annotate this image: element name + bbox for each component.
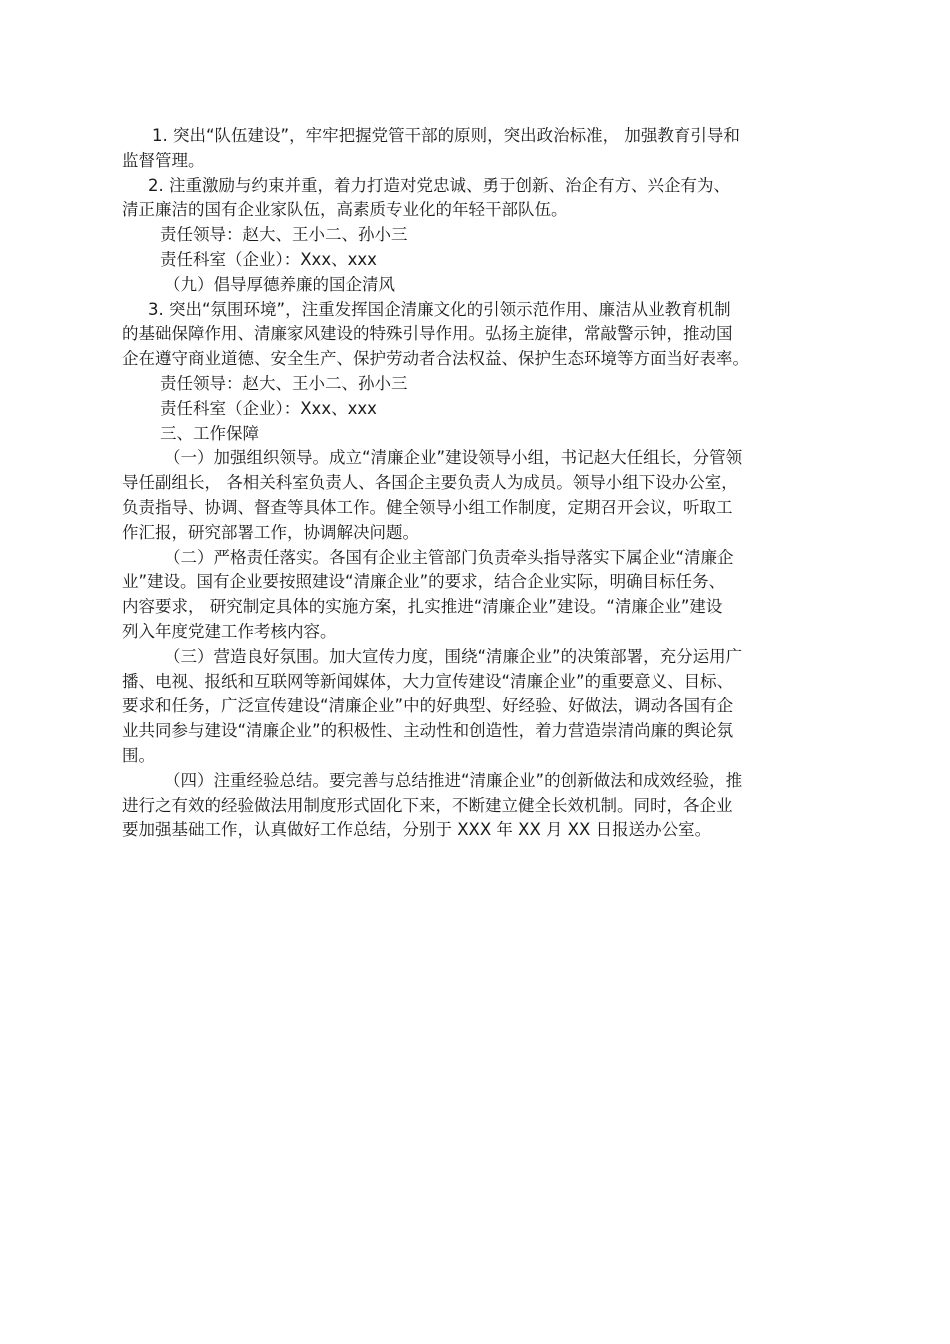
text-line: 2. 注重激励与约束并重，着力打造对党忠诚、勇于创新、治企有方、兴企有为、 — [148, 175, 730, 195]
text-line: 要加强基础工作，认真做好工作总结，分别于 XXX 年 XX 月 XX 日报送办公室。 — [122, 820, 712, 840]
text-line: 业”建设。国有企业要按照建设“清廉企业”的要求，结合企业实际，明确目标任务、 — [122, 572, 726, 592]
text-line: 清正廉洁的国有企业家队伍，高素质专业化的年轻干部队伍。 — [122, 200, 568, 220]
text-line: 要求和任务，广泛宣传建设“清廉企业”中的好典型、好经验、好做法，调动各国有企 — [122, 696, 734, 716]
text-line: （三）营造良好氛围。加大宣传力度，围绕“清廉企业”的决策部署，充分运用广 — [164, 646, 743, 666]
text-line: 责任领导：赵大、王小二、孙小三 — [160, 373, 408, 393]
text-line: 责任科室（企业）：Xxx、xxx — [160, 398, 377, 418]
text-line: 责任科室（企业）：Xxx、xxx — [160, 249, 377, 269]
text-line: 进行之有效的经验做法用制度形式固化下来，不断建立健全长效机制。同时，各企业 — [122, 795, 733, 815]
text-line: 三、工作保障 — [160, 423, 259, 443]
text-line: 播、电视、报纸和互联网等新闻媒体，大力宣传建设“清廉企业”的重要意义、目标、 — [122, 671, 734, 691]
text-line: （四）注重经验总结。要完善与总结推进“清廉企业”的创新做法和成效经验，推 — [164, 770, 743, 790]
text-line: 企在遵守商业道德、安全生产、保护劳动者合法权益、保护生态环境等方面当好表率。 — [122, 349, 749, 369]
text-line: 内容要求， 研究制定具体的实施方案，扎实推进“清廉企业”建设。“清廉企业”建设 — [122, 597, 723, 617]
text-line: （二）严格责任落实。各国有企业主管部门负责牵头指导落实下属企业“清廉企 — [164, 547, 734, 567]
text-line: （一）加强组织领导。成立“清廉企业”建设领导小组，书记赵大任组长，分管领 — [164, 448, 743, 468]
text-line: 围。 — [122, 745, 155, 765]
document-body — [122, 124, 838, 843]
text-line: 作汇报，研究部署工作，协调解决问题。 — [122, 522, 419, 542]
text-line: 监督管理。 — [122, 150, 205, 170]
text-line: 业共同参与建设“清廉企业”的积极性、主动性和创造性，着力营造崇清尚廉的舆论氛 — [122, 721, 734, 741]
text-line: 1. 突出“队伍建设”，牢牢把握党管干部的原则，突出政治标准， 加强教育引导和 — [152, 126, 740, 145]
text-line: 列入年度党建工作考核内容。 — [122, 621, 337, 641]
text-line: 责任领导：赵大、王小二、孙小三 — [160, 225, 408, 245]
text-line: 3. 突出“氛围环境”，注重发挥国企清廉文化的引领示范作用、廉洁从业教育机制 — [148, 299, 731, 319]
text-line: 导任副组长， 各相关科室负责人、各国企主要负责人为成员。领导小组下设办公室， — [122, 473, 738, 493]
text-line: （九）倡导厚德养廉的国企清风 — [164, 274, 395, 294]
text-line: 的基础保障作用、清廉家风建设的特殊引导作用。弘扬主旋律，常敲警示钟，推动国 — [122, 324, 733, 344]
text-line: 负责指导、协调、督查等具体工作。健全领导小组工作制度，定期召开会议，听取工 — [122, 497, 733, 517]
